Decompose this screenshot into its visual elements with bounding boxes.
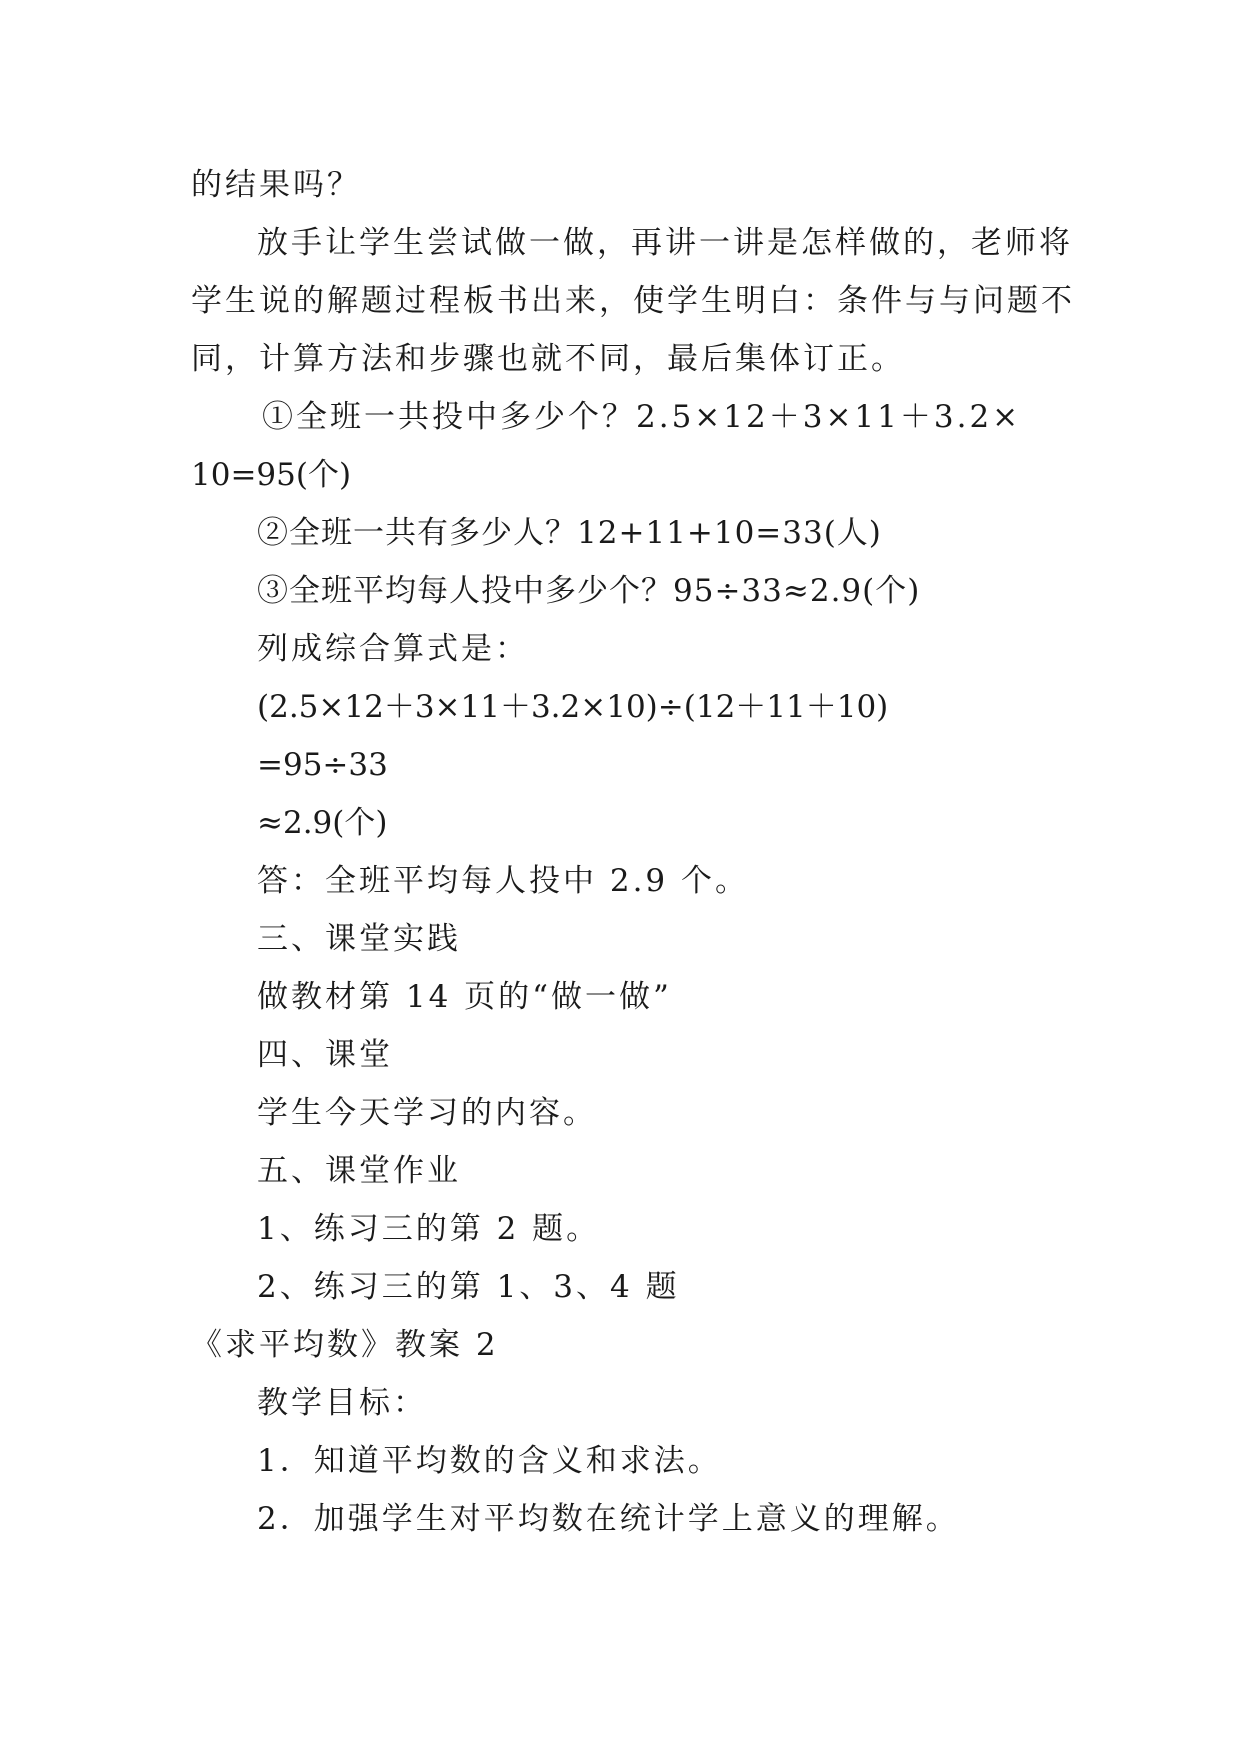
calculation-step-2: ②全班一共有多少人？12+11+10=33(人) — [257, 515, 882, 551]
paragraph-line: 的结果吗？ — [191, 167, 361, 203]
paragraph-line: 同，计算方法和步骤也就不同，最后集体订正。 — [191, 341, 905, 377]
list-item: 1．知道平均数的含义和求法。 — [257, 1443, 722, 1479]
paragraph-line: 做教材第 14 页的“做一做” — [257, 979, 672, 1015]
paragraph-line: 学生说的解题过程板书出来，使学生明白：条件与与问题不 — [191, 283, 1075, 319]
list-item: 2．加强学生对平均数在统计学上意义的理解。 — [257, 1501, 960, 1537]
combined-formula: (2.5×12＋3×11＋3.2×10)÷(12＋11＋10) — [257, 689, 889, 725]
section-heading: 四、课堂 — [257, 1037, 393, 1073]
calculation-step-1-continued: 10=95(个) — [191, 457, 352, 493]
section-heading: 三、课堂实践 — [257, 921, 461, 957]
paragraph-line: 列成综合算式是： — [257, 631, 529, 667]
calculation-step-3: ③全班平均每人投中多少个？95÷33≈2.9(个) — [257, 573, 921, 609]
answer-line: 答：全班平均每人投中 2.9 个。 — [257, 863, 750, 899]
paragraph-line: 学生今天学习的内容。 — [257, 1095, 597, 1131]
lesson-plan-title: 《求平均数》教案 2 — [191, 1327, 499, 1363]
list-item: 2、练习三的第 1、3、4 题 — [257, 1269, 680, 1305]
section-heading: 五、课堂作业 — [257, 1153, 461, 1189]
formula-step: =95÷33 — [257, 747, 388, 783]
calculation-step-1: ①全班一共投中多少个？2.5×12＋3×11＋3.2× — [262, 399, 1022, 435]
formula-result: ≈2.9(个) — [257, 805, 388, 841]
section-heading: 教学目标： — [257, 1385, 427, 1421]
paragraph-line: 放手让学生尝试做一做，再讲一讲是怎样做的，老师将 — [257, 225, 1073, 261]
list-item: 1、练习三的第 2 题。 — [257, 1211, 601, 1247]
